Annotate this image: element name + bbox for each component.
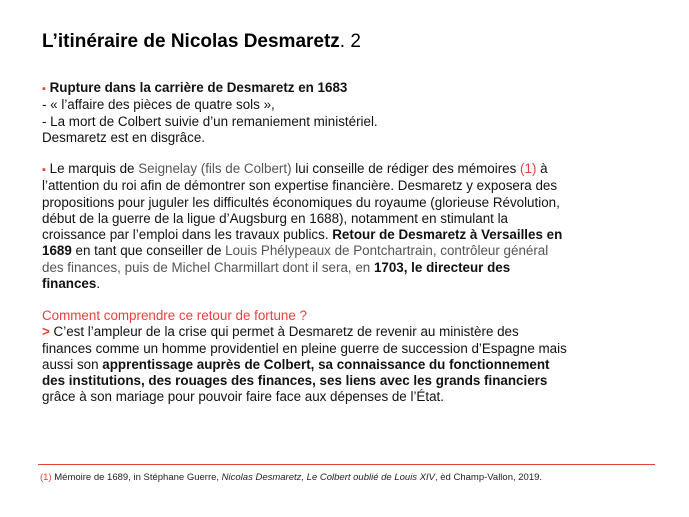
footnote [40, 472, 542, 484]
text-line: finances comme un homme providentiel en pleine guerre de succession d’Espagne mais [42, 340, 567, 356]
text-line [42, 260, 662, 276]
bullet-icon: ▪ [42, 164, 46, 176]
bullet-icon: ▪ [42, 83, 46, 95]
text-run: Mémoire de 1689, in Stéphane Guerre, [51, 472, 222, 483]
text-run: C’est l’ampleur de la crise qui permet à Desmaretz de revenir au ministère des [49, 324, 519, 340]
name-pontchartrain: Louis Phélypeaux de Pontchartrain, contrôleur général [225, 243, 549, 259]
text-line: l’attention du roi afin de démontrer son expertise financière. Desmaretz y exposera des [42, 178, 558, 194]
title-suffix: . 2 [339, 31, 361, 52]
footnote-ref: (1) [40, 472, 52, 483]
bold-run: finances [42, 276, 97, 292]
bold-run: Retour de Desmaretz à Versailles en [332, 227, 563, 243]
text-line [42, 324, 662, 340]
text-run: lui conseille de rédiger des mémoires [291, 161, 521, 176]
text-line [42, 276, 662, 292]
heading-text: Rupture dans la carrière de Desmaretz en 1683 [49, 80, 348, 95]
text-run: Le marquis de [49, 161, 139, 176]
bold-run: 1703, le directeur des [373, 259, 511, 275]
book-title: Nicolas Desmaretz, Le Colbert oublié de Louis XIV [221, 472, 435, 483]
text-line [42, 227, 662, 243]
arrow-icon: > [42, 324, 50, 340]
text-line [42, 161, 662, 178]
bold-run: 1689 [42, 243, 72, 259]
text-run: , èd Champ-Vallon, 2019. [435, 472, 543, 483]
text-run: . [96, 276, 101, 292]
text-run: aussi son [42, 356, 103, 372]
text-line [42, 243, 662, 259]
text-run: à [536, 161, 548, 176]
bold-run: apprentissage auprès de Colbert, sa connaissance du fonctionnement [102, 356, 550, 372]
section-heading [42, 80, 662, 97]
title-main: L’itinéraire de Nicolas Desmaretz [42, 31, 340, 52]
text-line: Desmaretz est en disgrâce. [42, 129, 205, 145]
name-seignelay: Seignelay (fils de Colbert) [138, 161, 292, 176]
bold-run: des institutions, des rouages des finances, ses liens avec les grands financiers [42, 373, 548, 389]
text-line [42, 357, 662, 373]
footnote-divider [38, 464, 655, 465]
section-rupture [42, 80, 662, 146]
text-line: grâce à son mariage pour pouvoir faire face aux dépenses de l’État. [42, 389, 444, 405]
text-line: propositions pour juguler les difficultés économiques du royaume (glorieuse Révolution, [42, 194, 560, 210]
text-line [42, 373, 662, 389]
text-line: - La mort de Colbert suivie d’un remaniement ministériel. [42, 113, 378, 129]
text-line: - « l’affaire des pièces de quatre sols », [42, 97, 275, 113]
text-line: début de la guerre de la ligue d’Augsburg en 1688), notamment en stimulant la [42, 210, 508, 226]
section-question [42, 308, 662, 406]
text-run: croissance par l’emploi dans les travaux publics. [42, 227, 333, 243]
section-seignelay [42, 161, 662, 292]
text-run: des finances, puis de Michel Charmillart dont il sera, en [42, 259, 374, 275]
text-run: en tant que conseiller de [71, 243, 226, 259]
question-heading: Comment comprendre ce retour de fortune ? [42, 308, 307, 323]
footnote-ref: (1) [520, 161, 537, 176]
page-title [42, 30, 361, 54]
